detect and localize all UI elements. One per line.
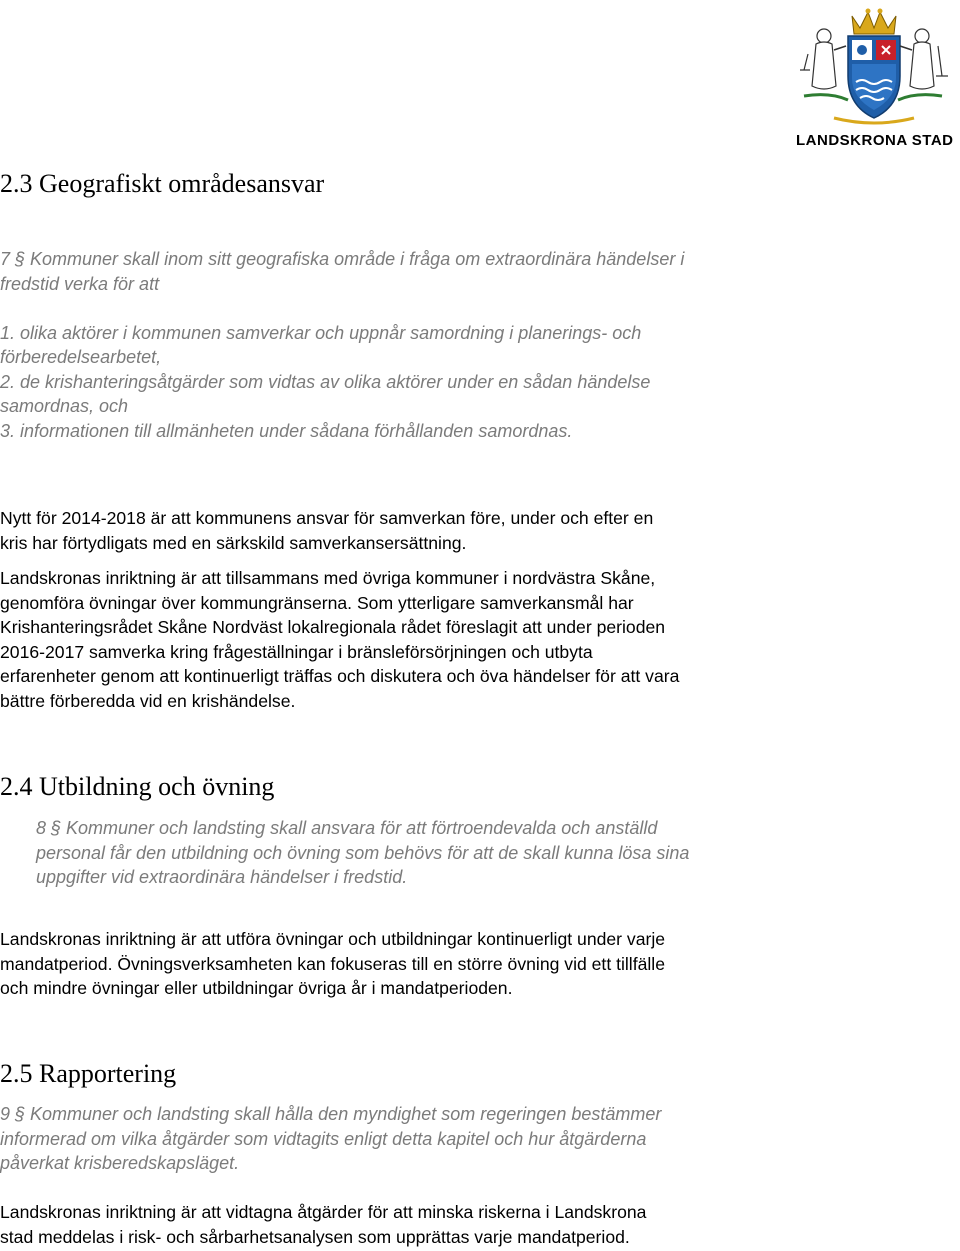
quote-line: uppgifter vid extraordinära händelser i fredstid. xyxy=(36,867,408,887)
section-heading: 2.4 Utbildning och övning xyxy=(0,772,275,801)
body-paragraph xyxy=(0,506,653,555)
quote-line: informerad om vilka åtgärder som vidtagits enligt detta kapitel och hur åtgärderna xyxy=(0,1128,647,1149)
body-paragraph xyxy=(0,1200,646,1249)
law-quote xyxy=(36,816,689,890)
quote-line: 8 § Kommuner och landsting skall ansvara för att förtroendevalda och anställd xyxy=(36,818,658,838)
quote-line xyxy=(0,296,684,321)
paragraph-line: Landskronas inriktning är att vidtagna åtgärder för att minska riskerna i Landskrona xyxy=(0,1202,647,1222)
quote-line: fredstid verka för att xyxy=(0,273,160,294)
quote-line: 9 § Kommuner och landsting skall hålla den myndighet som regeringen bestämmer xyxy=(0,1104,662,1124)
paragraph-line: mandatperiod. Övningsverksamheten kan fokuseras till en större övning vid ett tillfälle xyxy=(0,953,665,974)
paragraph-line: kris har förtydligats med en särkskild samverkansersättning. xyxy=(0,532,467,553)
logo-wordmark: LANDSKRONA STAD xyxy=(796,132,954,149)
body-paragraph xyxy=(0,566,679,713)
paragraph-line: och mindre övningar eller utbildningar övriga år i mandatperioden. xyxy=(0,978,513,998)
quote-line: 7 § Kommuner skall inom sitt geografiska område i fråga om extraordinära händelser i xyxy=(0,249,685,269)
law-quote xyxy=(0,1102,661,1176)
law-quote xyxy=(0,247,684,443)
quote-line: 1. olika aktörer i kommunen samverkar och uppnår samordning i planerings- och xyxy=(0,322,642,343)
quote-line: personal får den utbildning och övning som behövs för att de skall kunna lösa sina xyxy=(36,842,690,863)
paragraph-line: stad meddelas i risk- och sårbarhetsanalysen som upprättas varje mandatperiod. xyxy=(0,1226,630,1247)
quote-line: påverkat krisberedskapsläget. xyxy=(0,1153,240,1173)
paragraph-line: bättre förberedda vid en krishändelse. xyxy=(0,690,296,711)
paragraph-line: 2016-2017 samverka kring frågeställningar i bränsleförsörjningen och utbyta xyxy=(0,641,593,662)
quote-line: 2. de krishanteringsåtgärder som vidtas av olika aktörer under en sådan händelse xyxy=(0,371,651,392)
paragraph-line: Landskronas inriktning är att tillsammans med övriga kommuner i nordvästra Skåne, xyxy=(0,568,656,588)
body-paragraph xyxy=(0,927,665,1001)
quote-line: 3. informationen till allmänheten under sådana förhållanden samordnas. xyxy=(0,420,573,441)
paragraph-line: Nytt för 2014-2018 är att kommunens ansvar för samverkan före, under och efter en xyxy=(0,508,654,528)
section-heading: 2.3 Geografiskt områdesansvar xyxy=(0,169,325,198)
quote-line: förberedelsearbetet, xyxy=(0,347,162,367)
paragraph-line: genomföra övningar över kommungränserna. Som ytterligare samverkansmål har xyxy=(0,592,634,613)
paragraph-line: erfarenheter genom att kontinuerligt träffas och diskutera och öva händelser för att vara xyxy=(0,666,680,686)
city-coat-of-arms-icon xyxy=(790,6,956,130)
paragraph-line: Landskronas inriktning är att utföra övningar och utbildningar kontinuerligt under varje xyxy=(0,929,666,949)
quote-line: samordnas, och xyxy=(0,396,129,416)
landskrona-logo xyxy=(790,6,956,149)
section-heading: 2.5 Rapportering xyxy=(0,1059,177,1088)
paragraph-line: Krishanteringsrådet Skåne Nordväst lokalregionala rådet föreslagit att under perioden xyxy=(0,617,666,637)
